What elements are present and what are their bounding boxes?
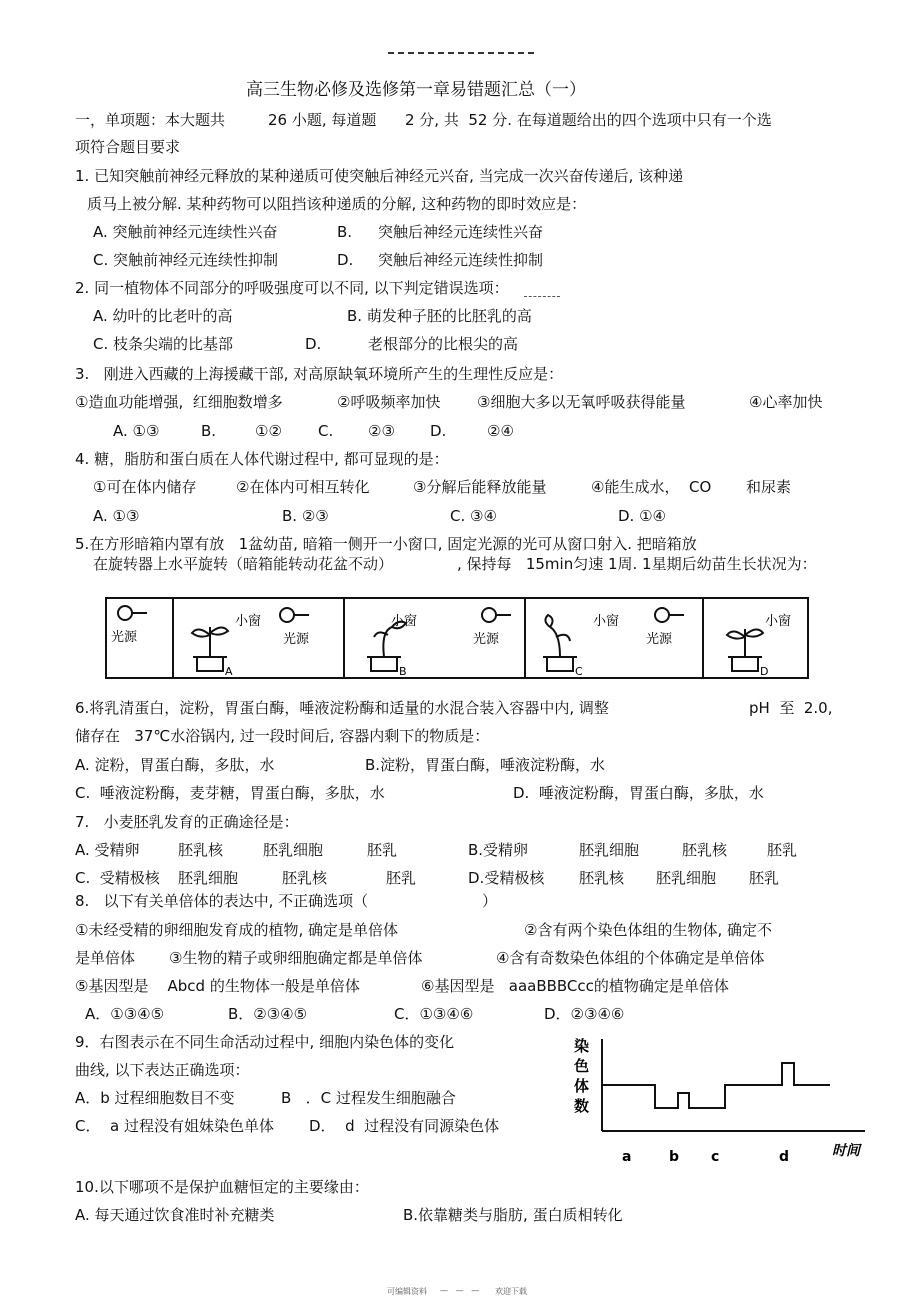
intro-line-1b: 26 小题, 每道题: [268, 111, 377, 129]
q3-option-a: A. ①③: [113, 422, 160, 440]
footer-left: 可编辑资料: [387, 1287, 427, 1296]
chromosome-curve: [602, 1063, 830, 1108]
q1-option-d-letter: D.: [337, 251, 354, 269]
x-axis-label: 时间: [832, 1143, 860, 1159]
y-axis-label-char: 数: [574, 1097, 590, 1115]
phase-mark-a: a: [622, 1149, 632, 1165]
q7-option-a-2: 胚乳核: [178, 841, 224, 859]
q3-option-d-letter: D.: [430, 422, 447, 440]
phase-mark-c: c: [711, 1149, 720, 1165]
q8-stem-close: ）: [482, 892, 498, 910]
q8-option-c: C．①③④⑥: [394, 1005, 474, 1023]
footer-mid: — — —: [440, 1286, 480, 1295]
q10-stem: 10.以下哪项不是保护血糖恒定的主要缘由：: [75, 1178, 369, 1196]
q9-option-a: A．b 过程细胞数目不变: [75, 1089, 235, 1107]
y-axis-label-char: 色: [574, 1057, 590, 1075]
light-source-icon: [482, 608, 511, 622]
q10-option-a: A. 每天通过饮食准时补充糖类: [75, 1206, 275, 1224]
q3-statement-2: ②呼吸频率加快: [337, 393, 441, 411]
q4-statement-3: ③分解后能释放能量: [413, 478, 547, 496]
q4-statement-1: ①可在体内储存: [93, 478, 197, 496]
q8-statement-2: ②含有两个染色体组的生物体, 确定不: [524, 921, 772, 939]
light-label: 光源: [646, 632, 673, 647]
q5-figure-frame: [105, 597, 809, 679]
q1-option-b-letter: B.: [337, 223, 353, 241]
light-label: 光源: [111, 630, 138, 645]
q7-option-a-3: 胚乳细胞: [263, 841, 324, 859]
q5-figure: [107, 599, 807, 677]
q8-statement-4: ④含有奇数染色体组的个体确定是单倍体: [496, 949, 765, 967]
q5-stem-1: 5.在方形暗箱内罩有放 1盆幼苗, 暗箱一侧开一小窗口, 固定光源的光可从窗口射入. 把暗箱放: [75, 535, 697, 553]
q8-stem: 8. 以下有关单倍体的表达中, 不正确选项（: [75, 892, 369, 910]
light-source-icon: [655, 608, 684, 622]
seedling-a-label: A: [225, 665, 233, 677]
q3-option-c: ②③: [368, 422, 395, 440]
q9-stem-1: 9．右图表示在不同生命活动过程中, 细胞内染色体的变化: [75, 1033, 455, 1051]
y-axis-label-char: 染: [574, 1037, 590, 1055]
q2-option-d: 老根部分的比根尖的高: [368, 335, 519, 353]
intro-line-2: 项符合题目要求: [75, 138, 181, 156]
phase-mark-d: d: [779, 1149, 790, 1165]
q8-statement-2-tail: 是单倍体: [75, 949, 136, 967]
q1-stem-1: 1. 已知突触前神经元释放的某种递质可使突触后神经元兴奋, 当完成一次兴奋传递后, 该种递: [75, 167, 684, 185]
footer-right: 欢迎下载: [495, 1287, 527, 1296]
q6-option-a: A. 淀粉，胃蛋白酶，多肽，水: [75, 756, 275, 774]
window-label: 小窗: [235, 614, 262, 629]
intro-line-1a: 一，单项题：本大题共: [75, 111, 226, 129]
seedling-c-label: C: [575, 665, 583, 677]
q1-stem-2: 质马上被分解. 某种药物可以阻挡该种递质的分解, 这种药物的即时效应是：: [87, 195, 587, 213]
q7-option-d: D.受精极核: [468, 869, 545, 887]
q7-option-b-2: 胚乳细胞: [579, 841, 640, 859]
q6-option-b: B.淀粉，胃蛋白酶，唾液淀粉酶，水: [365, 756, 606, 774]
q7-option-b-3: 胚乳核: [682, 841, 728, 859]
q4-option-c: C. ③④: [450, 507, 497, 525]
seedling-d-icon: [727, 629, 763, 671]
window-label: 小窗: [593, 614, 620, 629]
q7-option-b-4: 胚乳: [767, 841, 798, 859]
q8-statement-6: ⑥基因型是 aaaBBBCcc的植物确定是单倍体: [421, 977, 729, 995]
window-label: 小窗: [391, 614, 418, 629]
seedling-b-label: B: [399, 665, 407, 677]
q7-option-c-2: 胚乳细胞: [178, 869, 239, 887]
q7-option-d-3: 胚乳细胞: [656, 869, 717, 887]
q8-statement-5: ⑤基因型是 Abcd 的生物体一般是单倍体: [75, 977, 360, 995]
seedling-c-icon: [543, 615, 577, 671]
q7-option-d-4: 胚乳: [749, 869, 780, 887]
header-dash-rule: [388, 52, 534, 54]
q3-option-c-letter: C.: [318, 422, 334, 440]
q4-option-d: D. ①④: [618, 507, 666, 525]
q9-chromosome-graph: [570, 1033, 870, 1168]
q3-option-b-letter: B.: [201, 422, 217, 440]
q7-option-b: B.受精卵: [468, 841, 529, 859]
q7-option-c-4: 胚乳: [386, 869, 417, 887]
q5-stem-2b: , 保持每 15min匀速 1周. 1星期后幼苗生长状况为：: [457, 555, 817, 573]
q7-stem: 7. 小麦胚乳发育的正确途径是：: [75, 813, 299, 831]
light-source-icon: [118, 606, 147, 620]
q4-statement-4: ④能生成水， CO: [591, 478, 712, 496]
q2-option-a: A. 幼叶的比老叶的高: [93, 307, 233, 325]
q2-option-b: B. 萌发种子胚的比胚乳的高: [347, 307, 532, 325]
q6-stem-2: 储存在 37℃水浴锅内, 过一段时间后, 容器内剩下的物质是：: [75, 727, 490, 745]
q4-statement-2: ②在体内可相互转化: [236, 478, 370, 496]
q4-stem: 4. 糖，脂肪和蛋白质在人体代谢过程中, 都可显现的是：: [75, 450, 449, 468]
q7-option-a-4: 胚乳: [367, 841, 398, 859]
q1-option-d: 突触后神经元连续性抑制: [378, 251, 544, 269]
q6-stem-1b: pH 至 2.0,: [749, 699, 833, 717]
q9-option-d: D． d 过程没有同源染色体: [309, 1117, 500, 1135]
light-label: 光源: [473, 632, 500, 647]
q8-option-b: B．②③④⑤: [228, 1005, 308, 1023]
q6-stem-1: 6.将乳清蛋白，淀粉，胃蛋白酶，唾液淀粉酶和适量的水混合装入容器中内, 调整: [75, 699, 609, 717]
q1-option-a: A. 突触前神经元连续性兴奋: [93, 223, 278, 241]
q7-option-a: A. 受精卵: [75, 841, 140, 859]
y-axis-label-char: 体: [574, 1077, 590, 1095]
q2-option-d-letter: D.: [305, 335, 322, 353]
q3-option-b: ①②: [255, 422, 282, 440]
q5-stem-2a: 在旋转器上水平旋转（暗箱能转动花盆不动）: [93, 555, 394, 573]
q4-option-a: A. ①③: [93, 507, 140, 525]
q8-statement-3: ③生物的精子或卵细胞确定都是单倍体: [169, 949, 423, 967]
q2-wavy-underline: [524, 296, 560, 297]
phase-mark-b: b: [669, 1149, 680, 1165]
q8-option-d: D．②③④⑥: [544, 1005, 625, 1023]
light-label: 光源: [283, 632, 310, 647]
q3-option-d: ②④: [487, 422, 514, 440]
q3-statement-1: ①造血功能增强, 红细胞数增多: [75, 393, 283, 411]
q3-stem: 3. 刚进入西藏的上海援藏干部, 对高原缺氧环境所产生的生理性反应是：: [75, 365, 564, 383]
intro-line-1c: 2 分, 共 52 分. 在每道题给出的四个选项中只有一个选: [405, 111, 772, 129]
q9-option-b: B ．C 过程发生细胞融合: [281, 1089, 456, 1107]
q1-option-c: C. 突触前神经元连续性抑制: [93, 251, 279, 269]
q6-option-c: C. 唾液淀粉酶，麦芽糖，胃蛋白酶，多肽，水: [75, 784, 385, 802]
q3-statement-3: ③细胞大多以无氧呼吸获得能量: [477, 393, 686, 411]
light-source-icon: [280, 608, 309, 622]
q4-option-b: B. ②③: [282, 507, 329, 525]
q4-statement-4-tail: 和尿素: [746, 478, 792, 496]
q6-option-d: D. 唾液淀粉酶，胃蛋白酶，多肽，水: [513, 784, 764, 802]
q3-statement-4: ④心率加快: [749, 393, 823, 411]
seedling-d-label: D: [760, 665, 769, 677]
q2-stem: 2. 同一植物体不同部分的呼吸强度可以不同, 以下判定错误选项：: [75, 279, 509, 297]
q7-option-d-2: 胚乳核: [579, 869, 625, 887]
q9-stem-2: 曲线, 以下表达正确选项：: [75, 1061, 250, 1079]
q8-statement-1: ①未经受精的卵细胞发育成的植物, 确定是单倍体: [75, 921, 398, 939]
window-label: 小窗: [765, 614, 792, 629]
seedling-a-icon: [192, 627, 228, 671]
q7-option-c: C. 受精极核: [75, 869, 160, 887]
q2-option-c: C. 枝条尖端的比基部: [93, 335, 234, 353]
q7-option-c-3: 胚乳核: [282, 869, 328, 887]
q9-option-c: C． a 过程没有姐妹染色单体: [75, 1117, 274, 1135]
seedling-b-icon: [367, 622, 406, 671]
q1-option-b: 突触后神经元连续性兴奋: [378, 223, 544, 241]
page-title: 高三生物必修及选修第一章易错题汇总（一）: [246, 80, 586, 100]
q8-option-a: A．①③④⑤: [85, 1005, 165, 1023]
q10-option-b: B.依靠糖类与脂肪, 蛋白质相转化: [403, 1206, 623, 1224]
